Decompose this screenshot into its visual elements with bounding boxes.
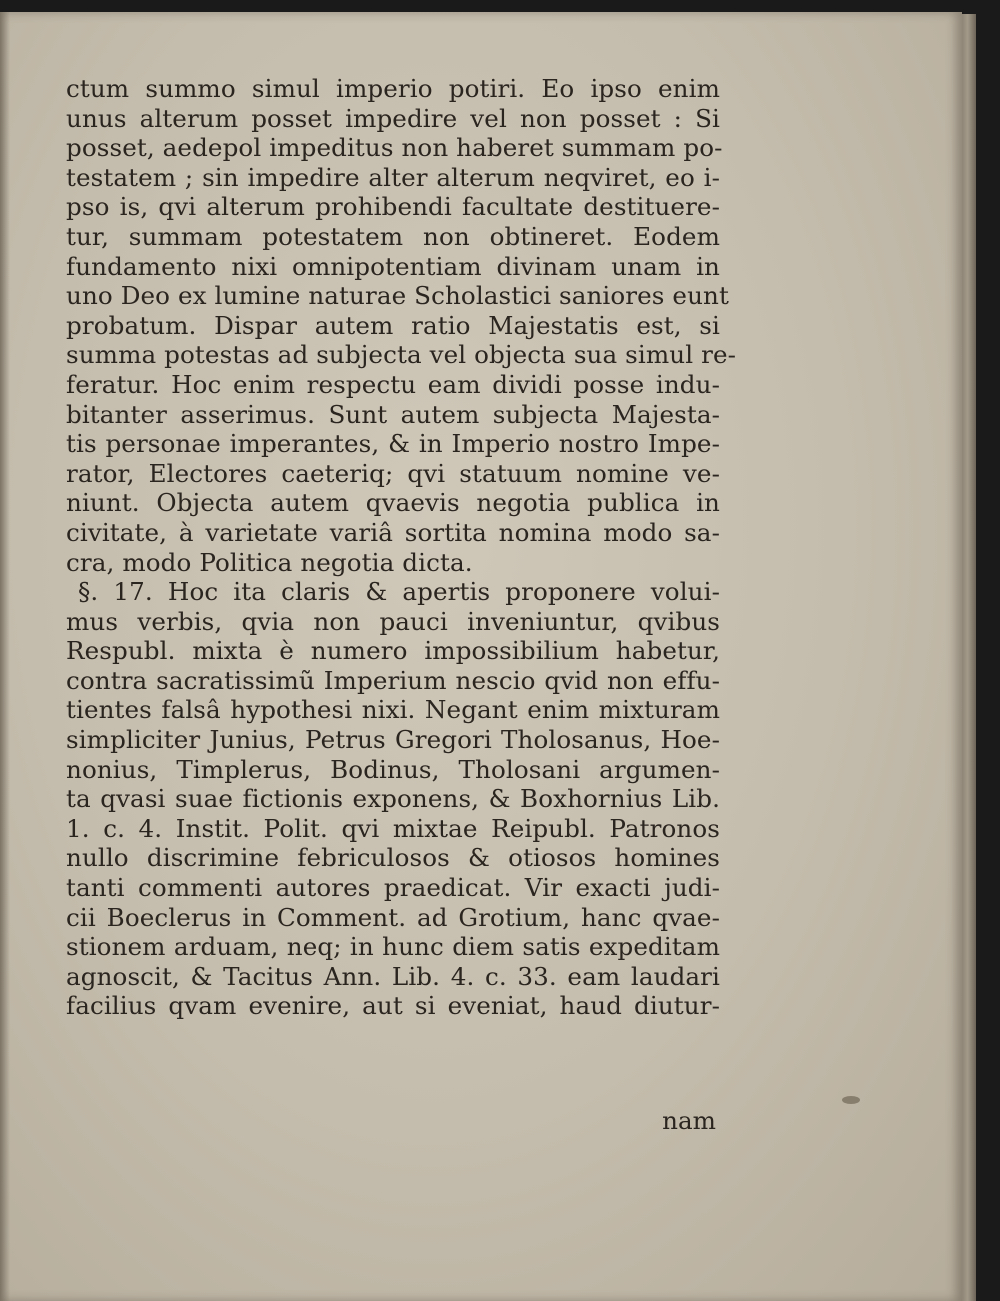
text-line: ta qvasi suae fictionis exponens, & Boxhornius Lib. bbox=[66, 784, 720, 814]
page-edge bbox=[962, 14, 976, 1301]
text-line: tur, summam potestatem non obtineret. Eodem bbox=[66, 221, 720, 251]
page-binding-shadow bbox=[0, 12, 10, 1301]
text-line: simpliciter Junius, Petrus Gregori Tholosanus, Hoe- bbox=[66, 725, 720, 755]
text-line: 1. c. 4. Instit. Polit. qvi mixtae Reipubl. Patronos bbox=[66, 813, 720, 843]
section-heading-line: §. 17. Hoc ita claris & apertis proponere volui- bbox=[78, 577, 720, 607]
text-line: bitanter asserimus. Sunt autem subjecta Majesta- bbox=[66, 399, 720, 429]
text-line: testatem ; sin impedire alter alterum neqviret, eo i- bbox=[66, 162, 720, 192]
text-line: tanti commenti autores praedicat. Vir exacti judi- bbox=[66, 873, 720, 903]
body-text bbox=[66, 74, 737, 1021]
text-line: uno Deo ex lumine naturae Scholastici saniores eunt bbox=[66, 281, 729, 311]
text-line: fundamento nixi omnipotentiam divinam unam in bbox=[66, 251, 720, 281]
text-line: niunt. Objecta autem qvaevis negotia publica in bbox=[66, 488, 720, 518]
catchword: nam bbox=[662, 1106, 716, 1135]
text-line: probatum. Dispar autem ratio Majestatis est, si bbox=[66, 310, 720, 340]
text-line: unus alterum posset impedire vel non posset : Si bbox=[66, 103, 720, 133]
text-line: facilius qvam evenire, aut si eveniat, haud diutur- bbox=[66, 991, 720, 1021]
text-line: Respubl. mixta è numero impossibilium habetur, bbox=[66, 636, 720, 666]
text-line: cii Boeclerus in Comment. ad Grotium, hanc qvae- bbox=[66, 902, 720, 932]
text-line: tientes falsâ hypothesi nixi. Negant enim mixturam bbox=[66, 695, 720, 725]
text-line: agnoscit, & Tacitus Ann. Lib. 4. c. 33. eam laudari bbox=[66, 961, 720, 991]
text-line: civitate, à varietate variâ sortita nomina modo sa- bbox=[66, 517, 720, 547]
text-line: cra, modo Politica negotia dicta. bbox=[66, 547, 473, 577]
text-line: ctum summo simul imperio potiri. Eo ipso enim bbox=[66, 74, 720, 103]
text-line: stionem arduam, neq; in hunc diem satis expeditam bbox=[66, 932, 720, 962]
text-line: pso is, qvi alterum prohibendi facultate destituere- bbox=[66, 192, 720, 222]
text-line: feratur. Hoc enim respectu eam dividi posse indu- bbox=[66, 369, 720, 399]
text-line: contra sacratissimũ Imperium nescio qvid non effu- bbox=[66, 665, 720, 695]
text-line: tis personae imperantes, & in Imperio nostro Impe- bbox=[66, 429, 720, 459]
text-line: nullo discrimine febriculosos & otiosos homines bbox=[66, 843, 720, 873]
text-line: summa potestas ad subjecta vel objecta sua simul re- bbox=[66, 340, 737, 370]
text-line: nonius, Timplerus, Bodinus, Tholosani argumen- bbox=[66, 754, 720, 784]
ink-speck bbox=[842, 1096, 860, 1104]
text-line: posset, aedepol impeditus non haberet summam po- bbox=[66, 133, 723, 163]
text-line: mus verbis, qvia non pauci inveniuntur, qvibus bbox=[66, 606, 720, 636]
text-line: rator, Electores caeteriq; qvi statuum nomine ve- bbox=[66, 458, 720, 488]
